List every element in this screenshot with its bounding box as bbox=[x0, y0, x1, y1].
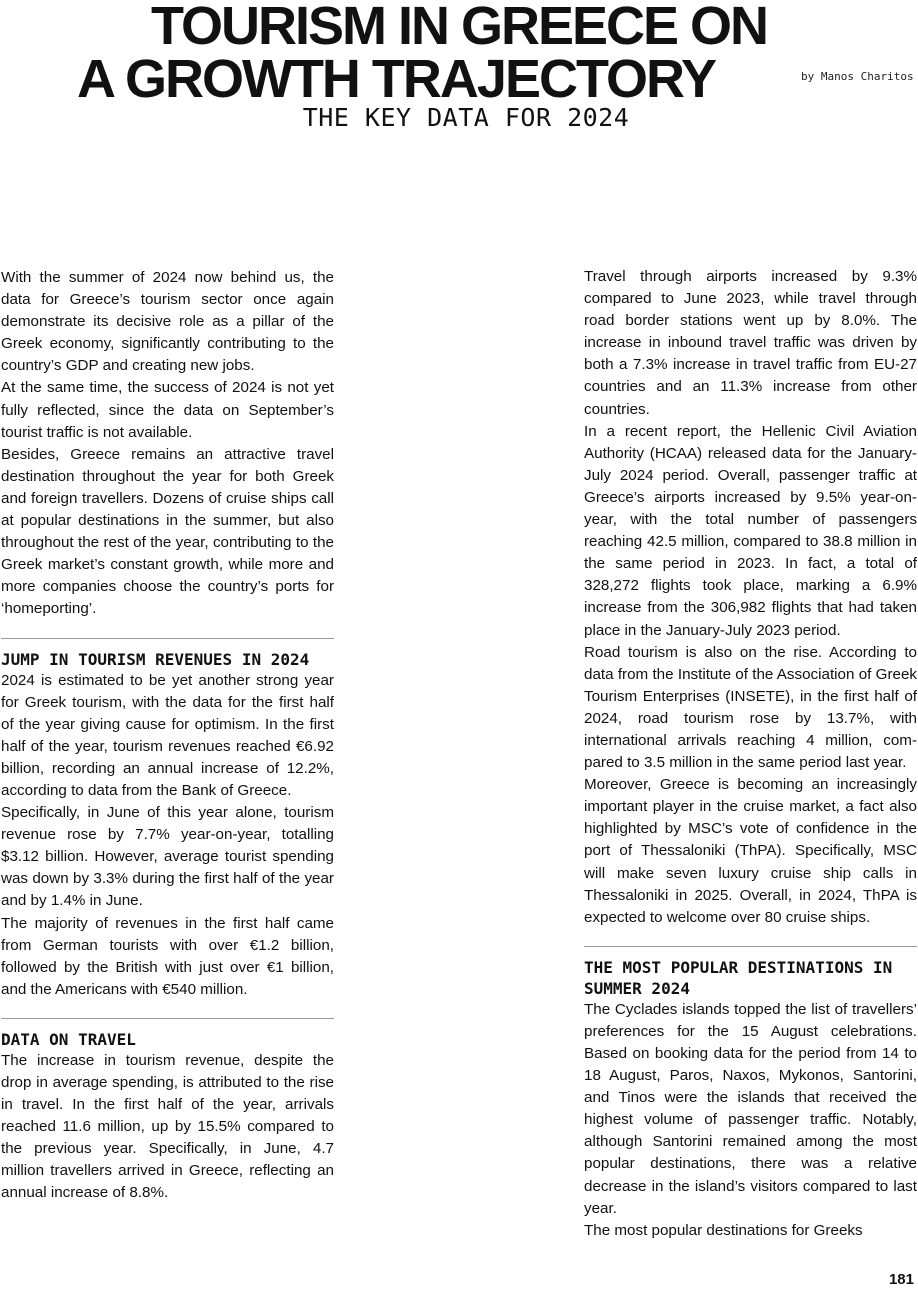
section-heading-revenues: JUMP IN TOURISM REVENUES IN 2024 bbox=[1, 649, 310, 669]
article-subtitle: THE KEY DATA FOR 2024 bbox=[302, 103, 630, 132]
travel-continued-paragraph-2: In a recent report, the Hellenic Civil Aviation Authority (HCAA) released data for the January-July 2024 period. Overall, passenger traffic at Greece’s airports increased by 9.5% year-on-year, with the total number of passengers reaching 42.5 million, compared to 38.8 million in the same period in 2023. In fact, a total of 328,272 flights took place, marking a 6.9% increase from the 306,982 flights that had taken place in the January-July 2023 period. bbox=[584, 422, 917, 639]
intro-paragraph-1: With the summer of 2024 now behind us, the data for Greece’s tourism sector once again demonstrate its decisive role as a pillar of the Greek economy, significantly contributing to the country’s GDP and creating new jobs. bbox=[1, 269, 334, 375]
page-number: 181 bbox=[888, 1271, 914, 1288]
article-title bbox=[0, 0, 918, 109]
intro-paragraph-2: At the same time, the success of 2024 is not yet fully reflected, since the data on September’s tourist traffic is not available. bbox=[1, 379, 334, 441]
destinations-paragraph-1: The Cyclades islands topped the list of travellers’ preferences for the 15 August celebrations. Based on booking data for the period from 14 to 18 August, Paros, Naxos, Mykonos, Santorini, and Tinos were the islands that received the highest volume of passenger traffic. Notably, although Santorini remained among the most popular destinations, there was a relative decrease in the island’s visitors compared to last year. bbox=[584, 1000, 917, 1217]
section-heading-travel: DATA ON TRAVEL bbox=[1, 1029, 136, 1049]
revenues-paragraph-1: 2024 is estimated to be yet another strong year for Greek tourism, with the data for the first half of the year giving cause for optimism. In the first half of the year, tourism revenues reached €6.92 billion, recording an annual increase of 12.2%, according to data from the Bank of Greece. bbox=[1, 671, 334, 799]
travel-continued-paragraph-1: Travel through airports increased by 9.3% compared to June 2023, while travel through road border stations went up by 8.0%. The increase in inbound travel traffic was driven by both a 7.3% increase in travel traffic from EU-27 countries and an 11.3% increase from other countries. bbox=[584, 268, 917, 418]
section-divider bbox=[1, 1018, 334, 1019]
destinations-paragraph-2: The most popular destinations for Greeks bbox=[584, 1221, 863, 1239]
section-divider bbox=[1, 638, 334, 639]
right-column bbox=[584, 266, 917, 1242]
revenues-paragraph-3: The majority of revenues in the first half came from German tourists with over €1.2 billion, followed by the British with just over €1 billion, and the Americans with €540 million. bbox=[1, 914, 334, 998]
article-title-line-1: TOURISM IN GREECE ON bbox=[150, 0, 768, 56]
section-heading-destinations: THE MOST POPULAR DESTINATIONS IN SUMMER 2024 bbox=[584, 957, 893, 998]
author-byline: by Manos Charitos bbox=[801, 70, 914, 83]
left-column bbox=[1, 267, 334, 1205]
article-title-line-2: A GROWTH TRAJECTORY bbox=[76, 49, 715, 109]
section-divider bbox=[584, 946, 917, 947]
travel-continued-paragraph-4: Moreover, Greece is becoming an increasingly important player in the cruise market, a fact also highlighted by MSC’s vote of confidence in the port of Thessaloniki (ThPA). Specifically, MSC will make seven luxury cruise ship calls in Thessaloniki in 2025. Overall, in 2024, ThPA is expected to welcome over 80 cruise ships. bbox=[584, 776, 917, 926]
intro-paragraph-3: Besides, Greece remains an attractive travel destination throughout the year for both Greek and foreign travellers. Dozens of cruise ships call at popular destinations in the summer, but also throughout the rest of the year, contributing to the Greek market’s constant growth, while more and more companies choose the country’s ports for ‘homeporting’. bbox=[1, 445, 334, 618]
revenues-paragraph-2: Specifically, in June of this year alone, tourism revenue rose by 7.7% year-on-year, totalling $3.12 billion. However, average tourist spending was down by 3.3% during the first half of the year and by 1.4% in June. bbox=[1, 804, 334, 910]
travel-paragraph-1: The increase in tourism revenue, despite the drop in average spending, is attributed to the rise in travel. In the first half of the year, arrivals reached 11.6 million, up by 15.5% compared to the previous year. Specifically, in June, 4.7 million travellers arrived in Greece, reflecting an annual increase of 8.8%. bbox=[1, 1051, 334, 1202]
travel-continued-paragraph-3: Road tourism is also on the rise. According to data from the Institute of the Association of Greek Tourism Enterprises (INSETE), in the first half of 2024, road tourism rose by 13.7%, with international arrivals reaching 4 million, compared to 3.5 million in the same period last year. bbox=[584, 643, 917, 772]
